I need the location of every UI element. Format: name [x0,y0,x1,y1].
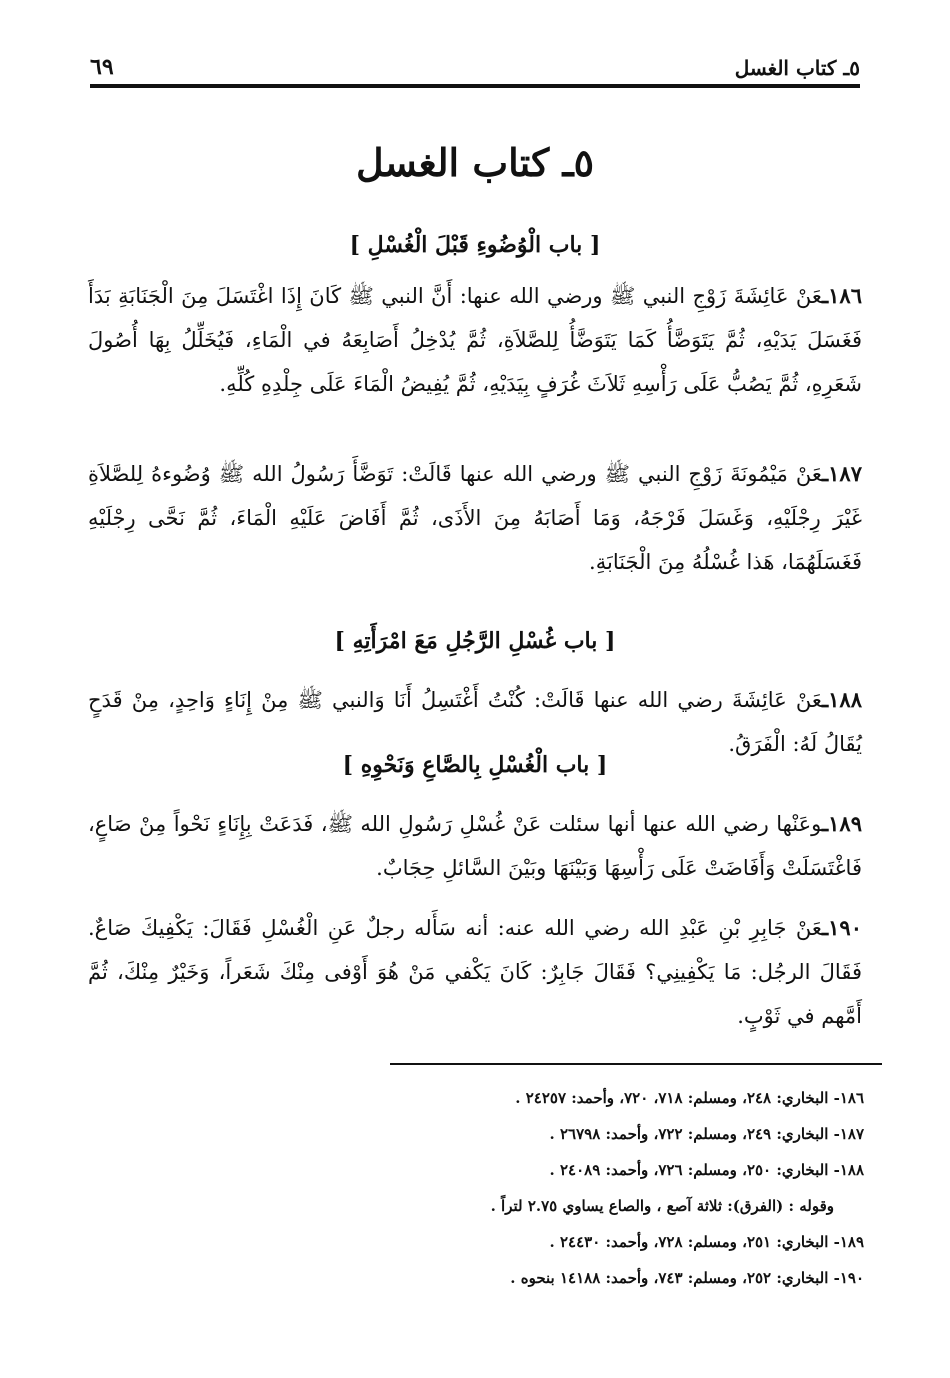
footnote-line: ١٨٨- البخاري: ٢٥٠، ومسلم: ٧٢٦، وأحمد: ٢٤٠٨٩ . [549,1161,864,1179]
hadith-paragraph [88,906,862,1038]
hadith-paragraph [88,452,862,584]
running-title: ٥ـ كتاب الغسل [734,56,860,80]
footnote-divider [390,1063,882,1065]
hadith-number: ١٨٨ـ [822,687,862,712]
hadith-number: ١٨٦ـ [822,283,862,308]
section-heading: [ باب الْغُسْلِ بِالصَّاعِ وَنَحْوِهِ ] [342,752,608,778]
section-heading: [ باب غُسْلِ الرَّجُلِ مَعَ امْرَأَتِهِ ] [334,628,616,654]
hadith-number: ١٩٠ـ [822,915,862,940]
running-header [90,40,860,88]
footnote-line: وقوله : (الفرق): ثلاثة آصع ، والصاع يساوي ٢.٧٥ لتراً . [490,1197,834,1215]
hadith-text: عَنْ مَيْمُونَةَ زَوْجِ النبي ﷺ ورضي الله عنها قَالَتْ: تَوَضَّأَ رَسُولُ الله ﷺ وُضُوءهُ لِلصَّلاَةِ غَيْرَ رِجْلَيْهِ، وَغَسَلَ فَرْجَهُ، وَمَا أَصَابَهُ مِنَ الأَذَى، ثُمَّ أَفَاضَ عَلَيْهِ الْمَاءَ، ثُمَّ نَحَّى رِجْلَيْهِ فَغَسَلَهُمَا، هَذا غُسْلُهُ مِنَ الْجَنَابَةِ. [88,462,862,574]
footnote-line: ١٨٧- البخاري: ٢٤٩، ومسلم: ٧٢٢، وأحمد: ٢٦٧٩٨ . [549,1125,864,1143]
hadith-text: وعَنْها رضي الله عنها أنها سئلت عَنْ غُسْلِ رَسُولِ الله ﷺ، فَدَعَتْ بِإِنَاءٍ نَحْواً مِنْ صَاعٍ، فَاغْتَسَلَتْ وَأَفَاضَتْ عَلَى رَأْسِهَا وَبَيْنَهَا وبَيْنَ السَّائلِ حِجَابٌ. [88,812,862,880]
footnote-line: ١٨٦- البخاري: ٢٤٨، ومسلم: ٧١٨، ٧٢٠، وأحمد: ٢٤٢٥٧ . [515,1089,864,1107]
footnotes [390,1080,864,1296]
footnote-line: ١٨٩- البخاري: ٢٥١، ومسلم: ٧٢٨، وأحمد: ٢٤٤٣٠ . [549,1233,864,1251]
footnote-line: ١٩٠- البخاري: ٢٥٢، ومسلم: ٧٤٣، وأحمد: ١٤١٨٨ بنحوه . [510,1269,864,1287]
hadith-paragraph [88,802,862,890]
hadith-paragraph [88,274,862,406]
hadith-text: عَنْ جَابِرِ بْنِ عَبْدِ الله رضي الله عنه: أنه سَأَله رجلٌ عَنِ الْغُسْلِ فَقَالَ: يَكْفِيكَ صَاعٌ. فَقَالَ الرجُل: مَا يَكْفِينِي؟ فَقَالَ جَابِرٌ: كَانَ يَكْفي مَنْ هُوَ أَوْفى مِنْكَ شَعَراً، وَخَيْرٌ مِنْكَ، ثُمَّ أَمَّهم في ثَوْبٍ. [88,916,862,1028]
section-heading: [ باب الْوُضُوءِ قَبْلَ الْغُسْلِ ] [349,232,601,258]
chapter-title: ٥ـ كتاب الغسل [355,140,595,185]
hadith-number: ١٨٧ـ [822,461,862,486]
hadith-text: عَنْ عَائِشَةَ زَوْجِ النبي ﷺ ورضي الله عنها: أَنَّ النبي ﷺ كَانَ إِذَا اغْتَسَلَ مِنَ الْجَنَابَةِ بَدَأَ فَغَسَلَ يَدَيْهِ، ثُمَّ يَتَوَضَّأُ كَمَا يَتَوَضَّأُ لِلصَّلاَةِ، ثُمَّ يُدْخِلُ أَصَابِعَهُ في الْمَاءِ، فَيُخَلِّلُ بِهَا أُصُولَ شَعَرِهِ، ثُمَّ يَصُبُّ عَلَى رَأْسِهِ ثَلاَثَ غُرَفٍ بِيَدَيْهِ، ثُمَّ يُفِيضُ الْمَاءَ عَلَى جِلْدِهِ كُلِّهِ. [88,284,862,396]
hadith-text: عَنْ عَائِشَةَ رضي الله عنها قَالَتْ: كُنْتُ أَغْتَسِلُ أَنَا وَالنبي ﷺ مِنْ إِنَاءٍ وَاحِدٍ، مِنْ قَدَحٍ يُقَالُ لَهُ: الْفَرَقُ. [88,688,862,756]
page-number: ٦٩ [90,54,114,80]
hadith-number: ١٨٩ـ [822,811,862,836]
